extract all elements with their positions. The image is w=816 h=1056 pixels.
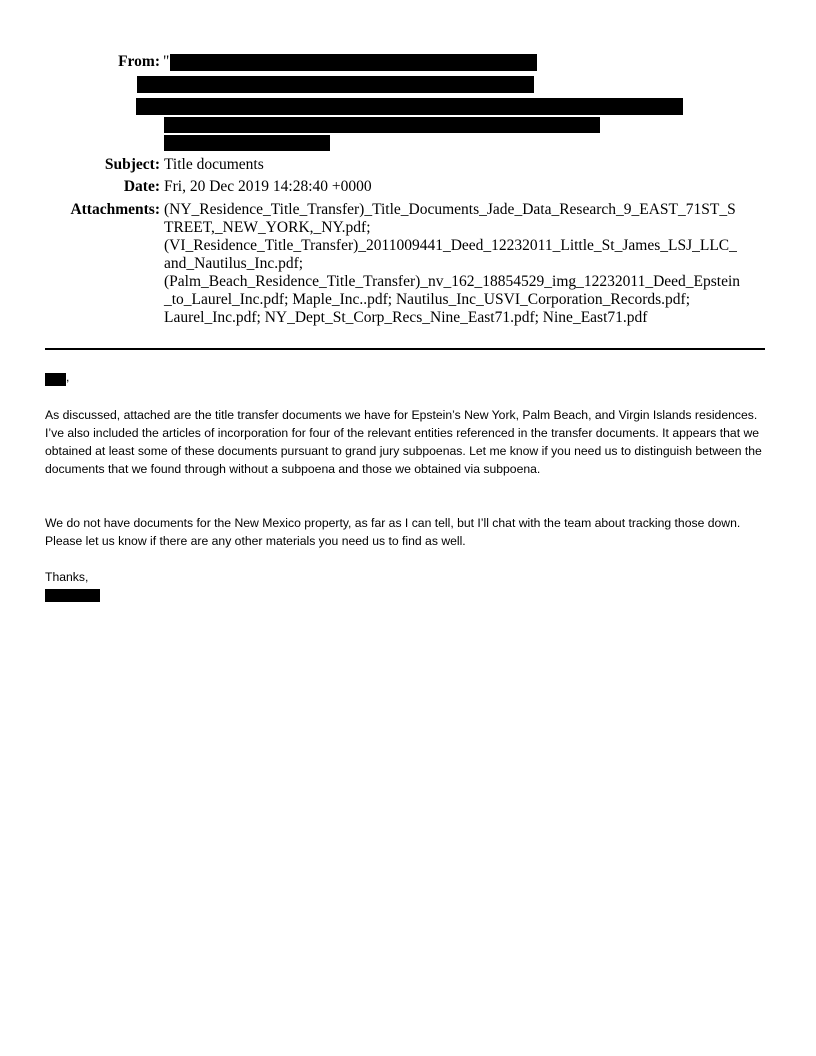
from-quote: " — [163, 53, 170, 70]
date-label: Date: — [123, 178, 160, 195]
attachment-line: (Palm_Beach_Residence_Title_Transfer)_nv_162_18854529_img_12232011_Deed_Epstein — [164, 273, 741, 290]
from-redaction-1 — [170, 54, 537, 71]
attachment-line: Laurel_Inc.pdf; NY_Dept_St_Corp_Recs_Nine_East71.pdf; Nine_East71.pdf — [164, 309, 648, 326]
attachment-line: TREET,_NEW_YORK,_NY.pdf; — [164, 219, 371, 236]
from-label: From: — [118, 53, 160, 70]
subject-value: Title documents — [164, 156, 264, 173]
from-redaction-5 — [164, 135, 330, 151]
attachment-line: (VI_Residence_Title_Transfer)_2011009441_Deed_12232011_Little_St_James_LSJ_LLC_ — [164, 237, 737, 254]
attachment-line: and_Nautilus_Inc.pdf; — [164, 255, 304, 272]
body-paragraph-2: We do not have documents for the New Mexico property, as far as I can tell, but I’ll chat with the team about tracking those down. Please let us know if there are any other materials you need us to find as well. — [45, 516, 741, 548]
from-redaction-2 — [137, 76, 534, 93]
from-redaction-4 — [164, 117, 600, 133]
body-paragraph-1: As discussed, attached are the title transfer documents we have for Epstein’s New York, Palm Beach, and Virgin Islands residences. I’ve also included the articles of incorporation for four of the relevant entities referenced in the transfer documents. It appears that we obtained at least some of these documents pursuant to grand jury subpoenas. Let me know if you need us to distinguish between the documents that we found through without a subpoena and those we obtained via subpoena. — [45, 408, 762, 476]
header-divider — [45, 348, 765, 350]
greeting-comma: , — [66, 370, 70, 384]
signature-redaction — [45, 589, 100, 602]
greeting-redaction — [45, 373, 66, 386]
date-value: Fri, 20 Dec 2019 14:28:40 +0000 — [164, 178, 372, 195]
subject-label: Subject: — [104, 156, 160, 173]
attachment-line: (NY_Residence_Title_Transfer)_Title_Documents_Jade_Data_Research_9_EAST_71ST_S — [164, 201, 736, 218]
attachment-line: _to_Laurel_Inc.pdf; Maple_Inc..pdf; Nautilus_Inc_USVI_Corporation_Records.pdf; — [164, 291, 691, 308]
from-redaction-3 — [136, 98, 683, 115]
attachments-label: Attachments: — [70, 201, 160, 218]
closing: Thanks, — [45, 570, 89, 584]
